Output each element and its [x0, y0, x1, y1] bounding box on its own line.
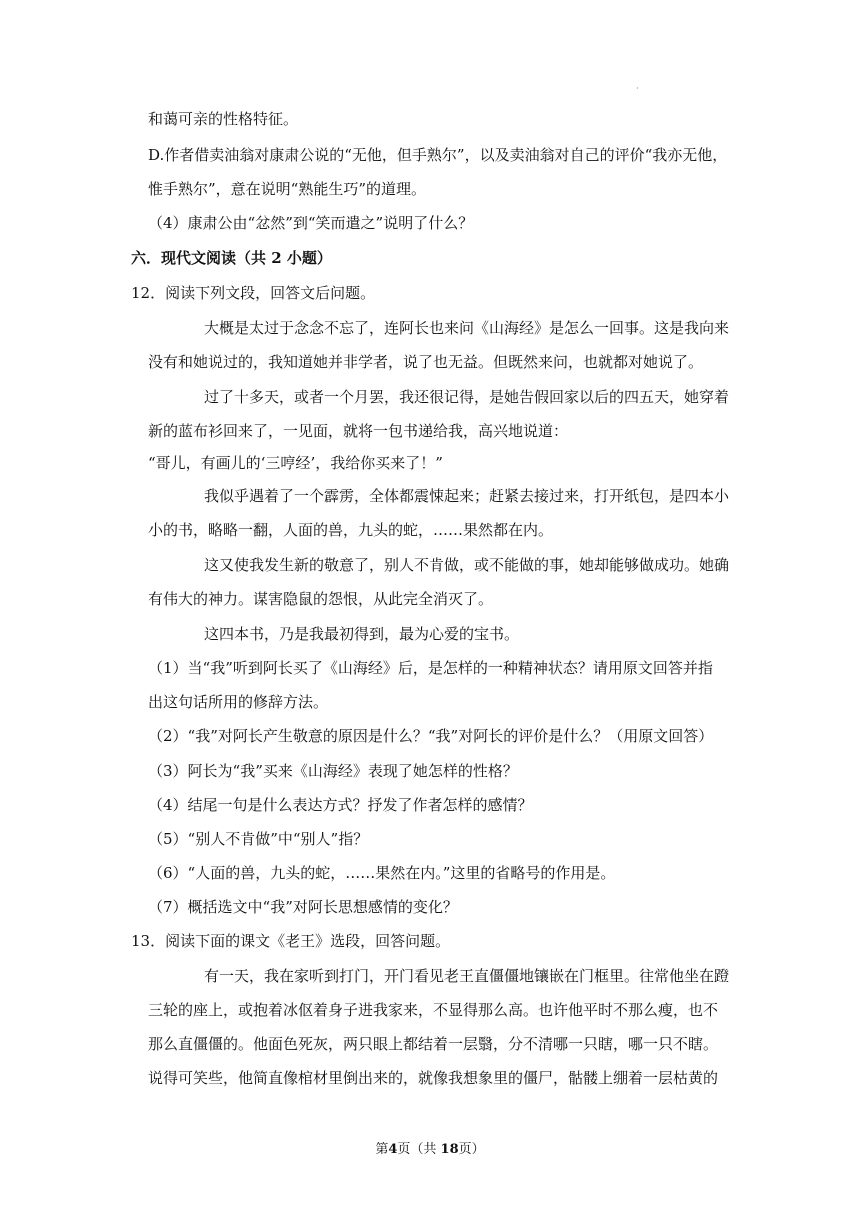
- option-d-line-1: D.作者借卖油翁对康肃公说的“无他，但手熟尔”，以及卖油翁对自己的评价“我亦无他，: [148, 146, 728, 164]
- question-4: （4）康肃公由“忿然”到“笑而遣之”说明了什么？: [148, 214, 474, 232]
- footer-suffix: 页）: [458, 1142, 485, 1157]
- question-12-heading: 12．阅读下列文段，回答文后问题。: [131, 284, 376, 302]
- option-d-line-2: 惟手熟尔”，意在说明“熟能生巧”的道理。: [148, 180, 427, 198]
- question-12-1-line-1: （1）当“我”听到阿长买了《山海经》后，是怎样的一种精神状态？请用原文回答并指: [148, 659, 713, 677]
- passage-12-line-10: 这四本书，乃是我最初得到，最为心爱的宝书。: [204, 625, 520, 643]
- footer-mid: 页（共: [397, 1142, 441, 1157]
- question-13-heading: 13．阅读下面的课文《老王》选段，回答问题。: [131, 932, 451, 950]
- footer-total-pages: 18: [440, 1142, 459, 1157]
- text-line-1: 和蔼可亲的性格特征。: [148, 110, 299, 128]
- section-heading: 六．现代文阅读（共 2 小题）: [131, 249, 332, 267]
- footer-prefix: 第: [375, 1142, 389, 1157]
- question-12-6: （6）“人面的兽，九头的蛇，……果然在内。”这里的省略号的作用是。: [148, 864, 616, 882]
- question-12-5: （5）“别人不肯做”中“别人”指？: [148, 830, 369, 848]
- footer-page-number: 4: [388, 1142, 398, 1157]
- passage-12-line-5: “哥儿，有画儿的‘三哼经’，我给你买来了！”: [148, 454, 443, 472]
- question-12-1-line-2: 出这句话所用的修辞方法。: [148, 693, 329, 711]
- question-12-2: （2）“我”对阿长产生敬意的原因是什么？“我”对阿长的评价是什么？（用原文回答）: [148, 727, 714, 745]
- passage-12-line-9: 有伟大的神力。谋害隐鼠的怨恨，从此完全消灭了。: [148, 590, 494, 608]
- passage-12-line-8: 这又使我发生新的敬意了，别人不肯做，或不能做的事，她却能够做成功。她确: [204, 556, 730, 574]
- passage-13-line-1: 有一天，我在家听到打门，开门看见老王直僵僵地镶嵌在门框里。往常他坐在蹬: [204, 967, 730, 985]
- passage-12-line-1: 大概是太过于念念不忘了，连阿长也来问《山海经》是怎么一回事。这是我向来: [204, 319, 730, 337]
- question-12-7: （7）概括选文中“我”对阿长思想感情的变化？: [148, 898, 458, 916]
- passage-12-line-4: 新的蓝布衫回来了，一见面，就将一包书递给我，高兴地说道：: [148, 422, 569, 440]
- passage-12-line-7: 小的书，略略一翻，人面的兽，九头的蛇，……果然都在内。: [148, 521, 554, 539]
- passage-12-line-2: 没有和她说过的，我知道她并非学者，说了也无益。但既然来问，也就都对她说了。: [148, 353, 704, 371]
- question-12-3: （3）阿长为“我”买来《山海经》表现了她怎样的性格？: [148, 762, 518, 780]
- page-footer: [0, 1138, 860, 1157]
- passage-13-line-2: 三轮的座上，或抱着冰伛着身子进我家来，不显得那么高。也许他平时不那么瘦，也不: [148, 1001, 719, 1019]
- question-12-4: （4）结尾一句是什么表达方式？抒发了作者怎样的感情？: [148, 796, 533, 814]
- passage-13-line-4: 说得可笑些，他简直像棺材里倒出来的，就像我想象里的僵尸，骷髅上绷着一层枯黄的: [148, 1069, 719, 1087]
- passage-12-line-3: 过了十多天，或者一个月罢，我还很记得，是她告假回家以后的四五天，她穿着: [204, 388, 730, 406]
- corner-mark: ·: [636, 84, 639, 93]
- passage-13-line-3: 那么直僵僵的。他面色死灰，两只眼上都结着一层翳，分不清哪一只瞎，哪一只不瞎。: [148, 1035, 719, 1053]
- passage-12-line-6: 我似乎遇着了一个霹雳，全体都震悚起来；赶紧去接过来，打开纸包，是四本小: [204, 487, 730, 505]
